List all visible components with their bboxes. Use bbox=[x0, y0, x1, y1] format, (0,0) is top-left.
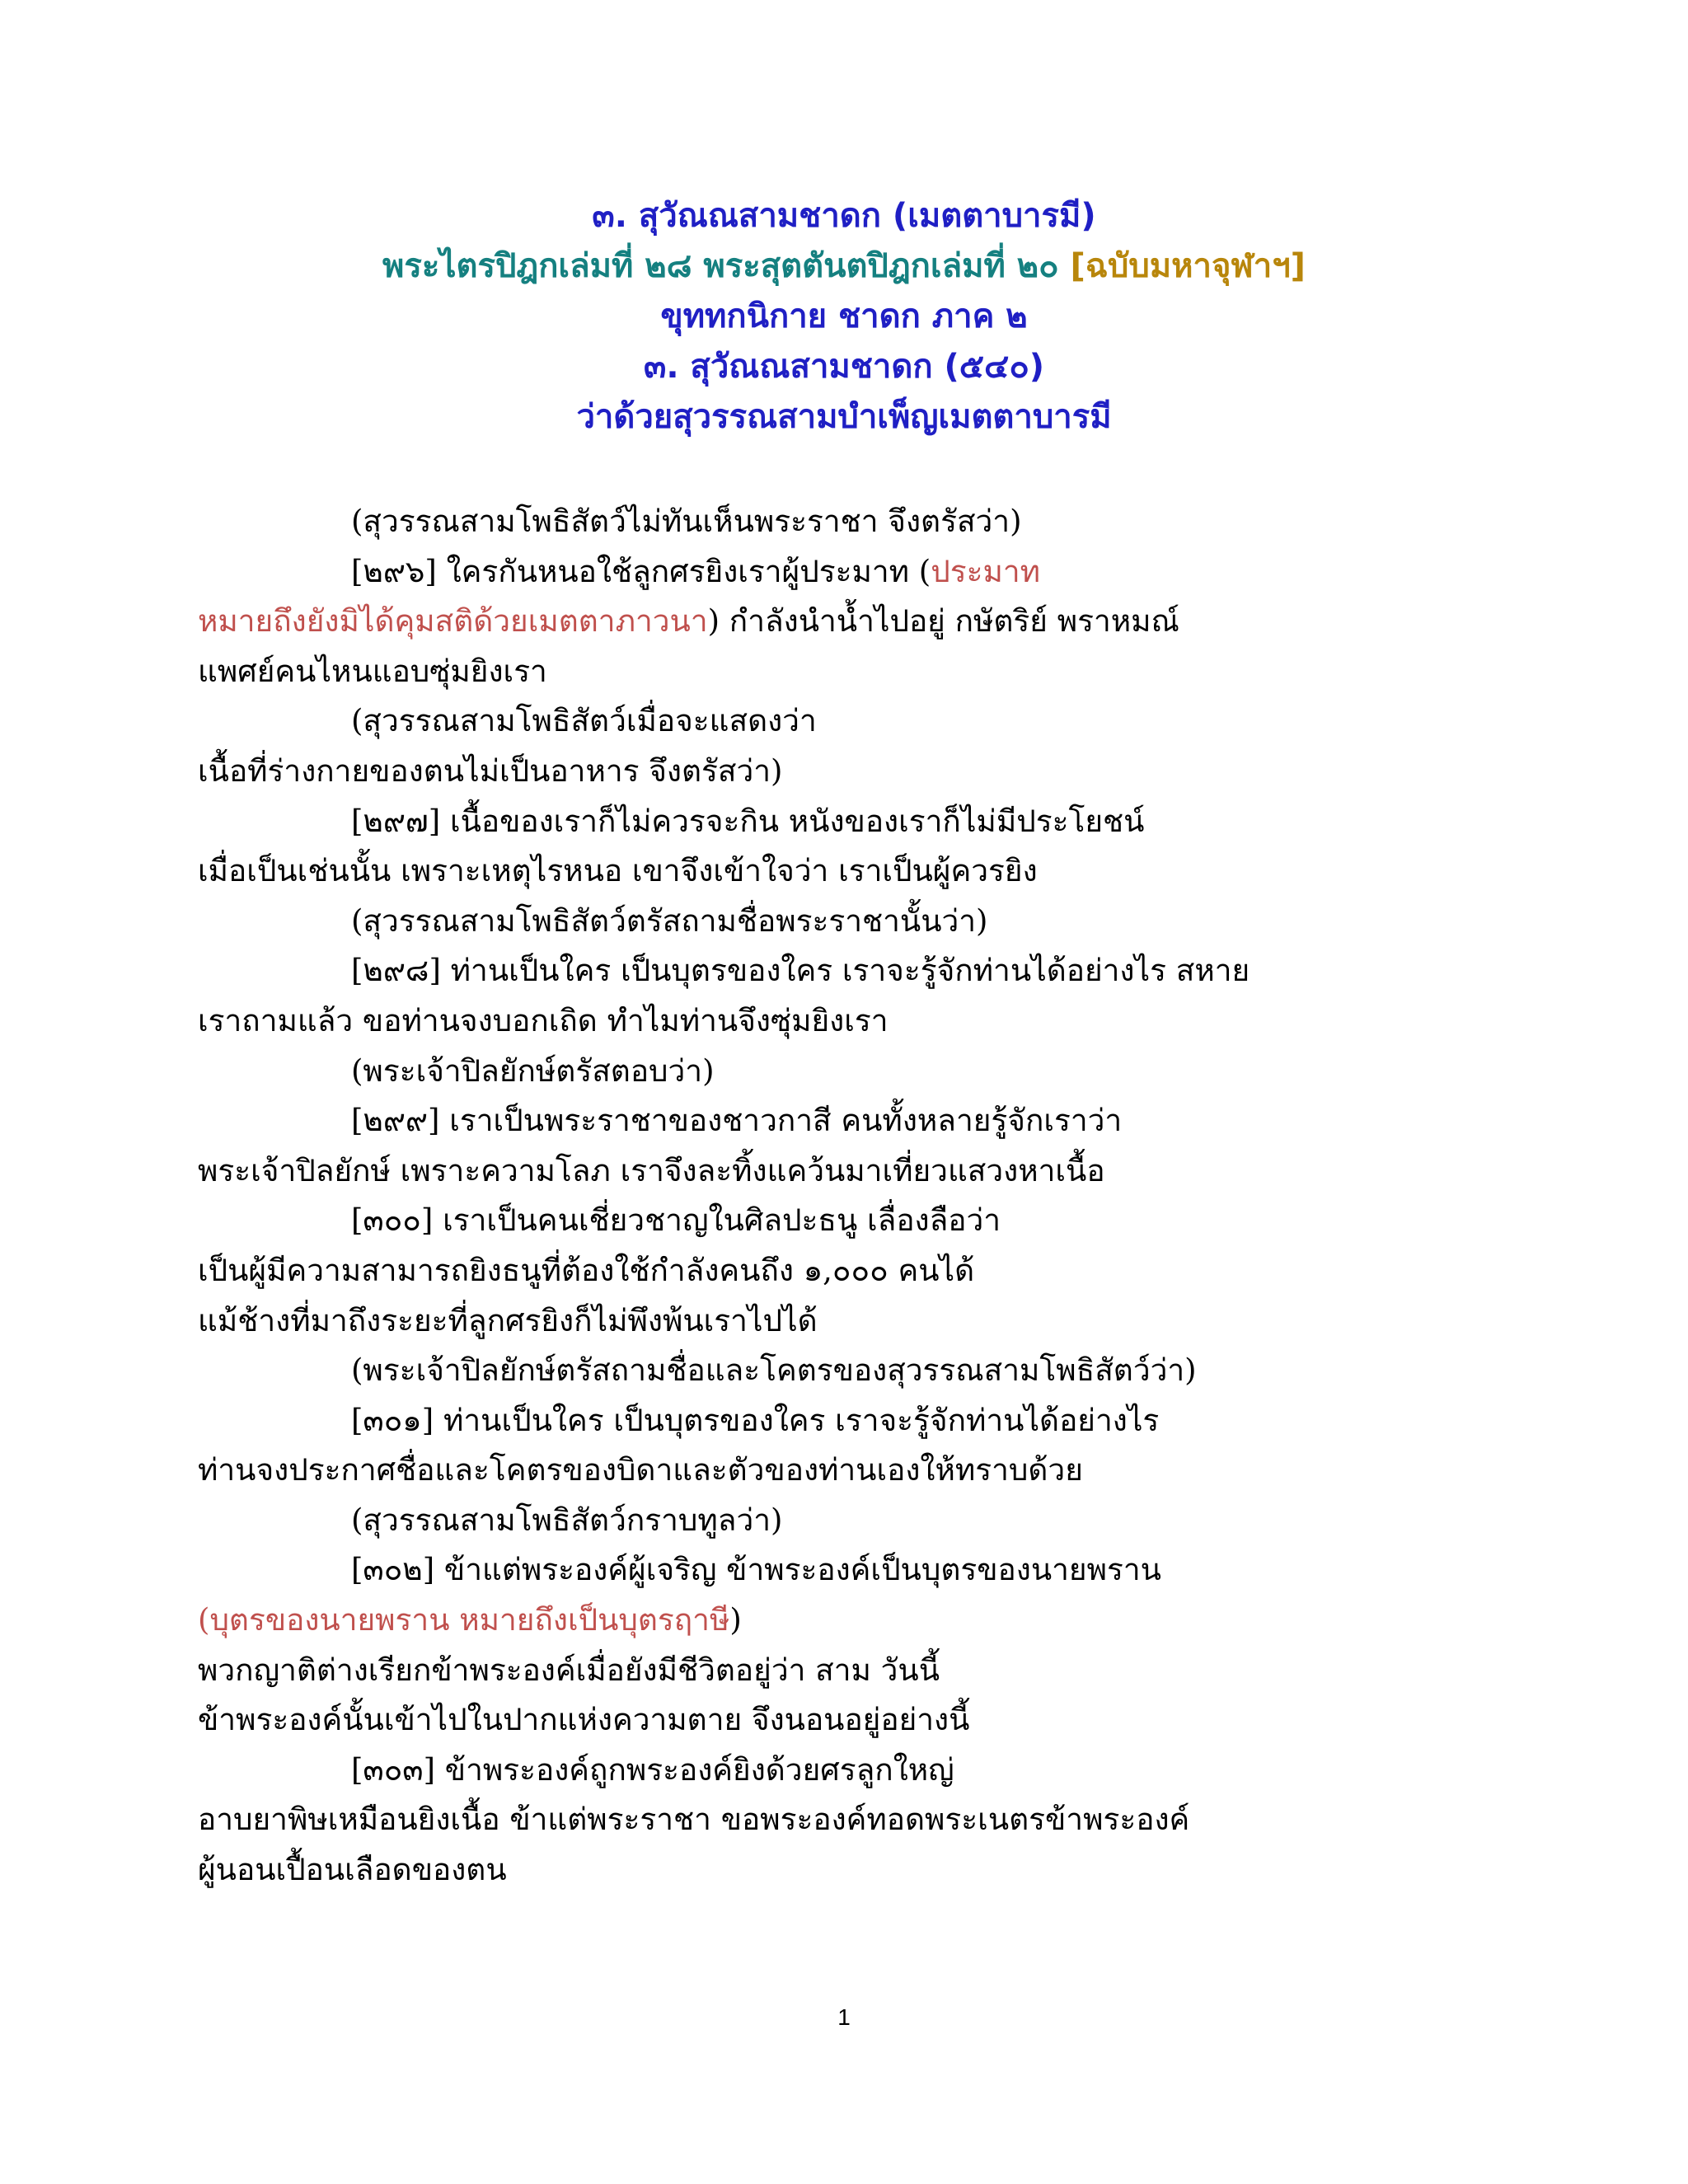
body-line: พระเจ้าปิลยักษ์ เพราะความโลภ เราจึงละทิ้งแคว้นมาเที่ยวแสวงหาเนื้อ bbox=[198, 1152, 1105, 1188]
verse-line: [๓๐๑] ท่านเป็นใคร เป็นบุตรของใคร เราจะรู้จักท่านได้อย่างไร bbox=[351, 1402, 1160, 1438]
verse-line: [๒๙๘] ท่านเป็นใคร เป็นบุตรของใคร เราจะรู้จักท่านได้อย่างไร สหาย bbox=[351, 953, 1250, 989]
document-header bbox=[0, 191, 1688, 443]
body-line: อาบยาพิษเหมือนยิงเนื้อ ข้าแต่พระราชา ขอพระองค์ทอดพระเนตรข้าพระองค์ bbox=[198, 1802, 1190, 1838]
body-line: หมายถึงยังมิได้คุมสติด้วยเมตตาภาวนา) กำลังนำน้ำไปอยู่ กษัตริย์ พราหมณ์ bbox=[198, 603, 1179, 640]
body-line: เป็นผู้มีความสามารถยิงธนูที่ต้องใช้กำลังคนถึง ๑,๐๐๐ คนได้ bbox=[198, 1252, 975, 1288]
volume-reference: พระไตรปิฎกเล่มที่ ๒๘ พระสุตตันตปิฎกเล่มที่ ๒๐ bbox=[382, 247, 1071, 285]
document-body bbox=[198, 497, 1517, 1896]
body-line: เนื้อที่ร่างกายของตนไม่เป็นอาหาร จึงตรัสว่า) bbox=[198, 752, 783, 789]
verse-line: [๒๙๗] เนื้อของเราก็ไม่ควรจะกิน หนังของเราก็ไม่มีประโยชน์ bbox=[351, 803, 1145, 839]
note-text: ประมาท bbox=[931, 553, 1041, 589]
verse-line: [๓๐๐] เราเป็นคนเชี่ยวชาญในศิลปะธนู เลื่องลือว่า bbox=[351, 1202, 1001, 1239]
body-line: เมื่อเป็นเช่นนั้น เพราะเหตุไรหนอ เขาจึงเข้าใจว่า เราเป็นผู้ควรยิง bbox=[198, 853, 1038, 889]
collection-title: ขุททกนิกาย ชาดก ภาค ๒ bbox=[660, 298, 1028, 335]
body-line: แพศย์คนไหนแอบซุ่มยิงเรา bbox=[198, 653, 547, 689]
verse-line: [๓๐๓] ข้าพระองค์ถูกพระองค์ยิงด้วยศรลูกใหญ่ bbox=[351, 1751, 954, 1788]
page-number: 1 bbox=[837, 2004, 851, 2030]
body-line: ท่านจงประกาศชื่อและโคตรของบิดาและตัวของท่านเองให้ทราบด้วย bbox=[198, 1452, 1083, 1488]
body-line: ผู้นอนเปื้อนเลือดของตน bbox=[198, 1852, 507, 1888]
body-line: (สุวรรณสามโพธิสัตว์กราบทูลว่า) bbox=[351, 1502, 783, 1538]
note-text: หมายถึงยังมิได้คุมสติด้วยเมตตาภาวนา bbox=[198, 603, 708, 640]
body-line: (สุวรรณสามโพธิสัตว์เมื่อจะแสดงว่า bbox=[351, 703, 817, 739]
body-line: (พระเจ้าปิลยักษ์ตรัสตอบว่า) bbox=[351, 1052, 715, 1089]
volume-line bbox=[0, 241, 1688, 292]
verse-line: [๓๐๒] ข้าแต่พระองค์ผู้เจริญ ข้าพระองค์เป็นบุตรของนายพราน bbox=[351, 1552, 1161, 1588]
body-line: ข้าพระองค์นั้นเข้าไปในปากแห่งความตาย จึงนอนอยู่อย่างนี้ bbox=[198, 1702, 970, 1738]
verse-line: [๒๙๙] เราเป็นพระราชาของชาวกาสี คนทั้งหลายรู้จักเราว่า bbox=[351, 1103, 1123, 1139]
body-line: (พระเจ้าปิลยักษ์ตรัสถามชื่อและโคตรของสุวรรณสามโพธิสัตว์ว่า) bbox=[351, 1352, 1197, 1389]
body-line: แม้ช้างที่มาถึงระยะที่ลูกศรยิงก็ไม่พึงพ้นเราไปได้ bbox=[198, 1302, 818, 1338]
body-line: พวกญาติต่างเรียกข้าพระองค์เมื่อยังมีชีวิตอยู่ว่า สาม วันนี้ bbox=[198, 1652, 940, 1688]
edition-label: [ฉบับมหาจุฬาฯ] bbox=[1070, 247, 1306, 285]
note-text: บุตรของนายพราน หมายถึงเป็นบุตรฤาษี bbox=[209, 1602, 730, 1638]
jataka-subtitle: ว่าด้วยสุวรรณสามบำเพ็ญเมตตาบารมี bbox=[576, 398, 1112, 436]
body-line: (สุวรรณสามโพธิสัตว์ไม่ทันเห็นพระราชา จึงตรัสว่า) bbox=[351, 504, 1022, 539]
body-line: เราถามแล้ว ขอท่านจงบอกเถิด ทำไมท่านจึงซุ่มยิงเรา bbox=[198, 1002, 889, 1038]
body-line: (บุตรของนายพราน หมายถึงเป็นบุตรฤาษี) bbox=[198, 1602, 742, 1638]
jataka-title: ๓. สุวัณณสามชาดก (๕๔๐) bbox=[643, 348, 1045, 386]
body-line: (สุวรรณสามโพธิสัตว์ตรัสถามชื่อพระราชานั้นว่า) bbox=[351, 902, 988, 939]
chapter-title: ๓. สุวัณณสามชาดก (เมตตาบารมี) bbox=[592, 197, 1096, 235]
verse-line: [๒๙๖] ใครกันหนอใช้ลูกศรยิงเราผู้ประมาท (ประมาท bbox=[351, 553, 1041, 589]
